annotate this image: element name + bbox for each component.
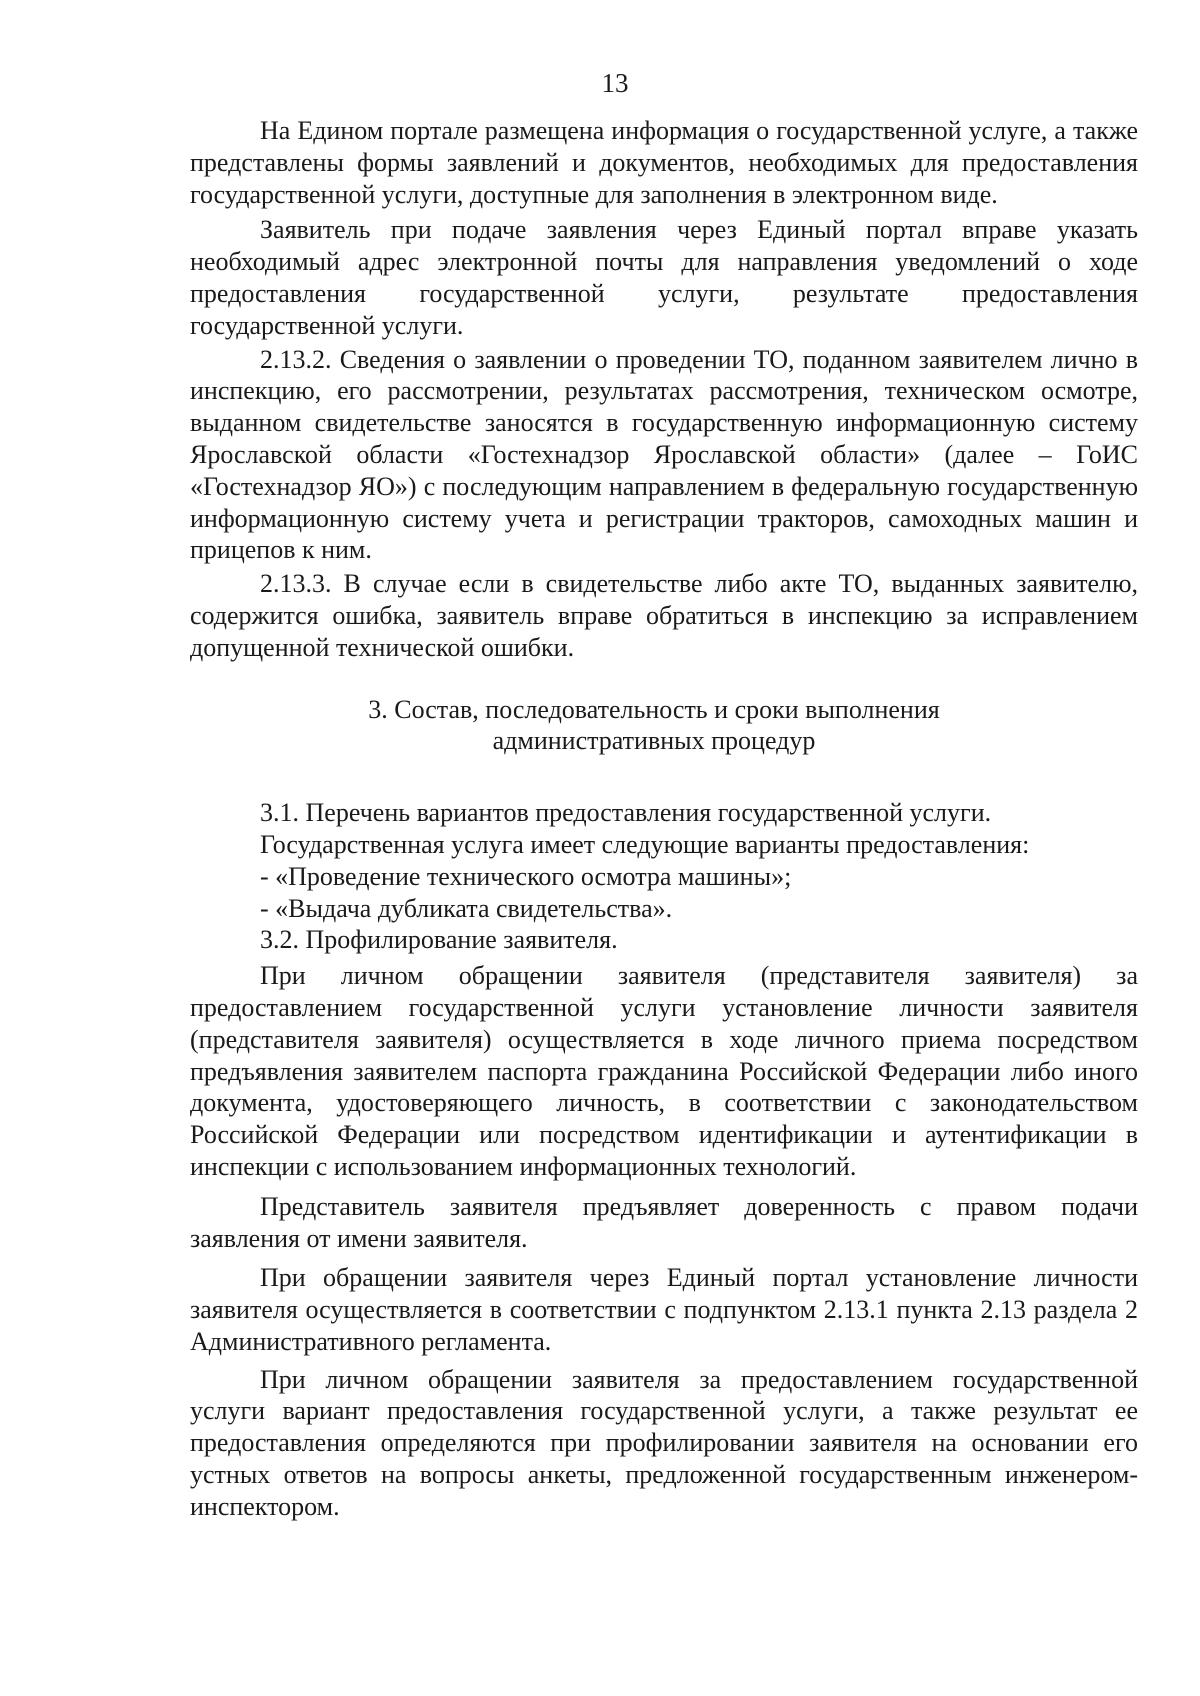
paragraph: При обращении заявителя через Единый портал установление личности заявителя осуществляется в соответствии с подпунктом 2.13.1 пункта 2.13 раздела 2 Административного регламента. — [190, 1263, 1138, 1356]
paragraph: На Едином портале размещена информация о государственной услуге, а также представлены формы заявлений и документов, необходимых для предоставления государственной услуги, доступные для заполнения в электронном виде. — [190, 116, 1138, 209]
document-body — [190, 115, 1138, 1523]
paragraph: 2.13.2. Сведения о заявлении о проведении ТО, поданном заявителем лично в инспекцию, его рассмотрении, результатах рассмотрения, техническом осмотре, выданном свидетельстве заносятся в государственную информационную систему Ярославской области «Гостехнадзор Ярославской области» (далее – ГоИС «Гостехнадзор ЯО») с последующим направлением в федеральную государственную информационную систему учета и регистрации тракторов, самоходных машин и прицепов к ним. — [190, 344, 1138, 565]
paragraph: Государственная услуга имеет следующие варианты предоставления: — [260, 829, 1030, 859]
list-item: - «Проведение технического осмотра машины»; — [260, 861, 792, 891]
section-heading-line: административных процедур — [492, 726, 816, 756]
section-heading-line: 3. Состав, последовательность и сроки выполнения — [368, 694, 940, 724]
paragraph: 3.2. Профилирование заявителя. — [260, 925, 618, 955]
paragraph: Представитель заявителя предъявляет доверенность с правом подачи заявления от имени заявителя. — [190, 1191, 1138, 1253]
paragraph: 2.13.3. В случае если в свидетельстве либо акте ТО, выданных заявителю, содержится ошибка, заявитель вправе обратиться в инспекцию за исправлением допущенной технической ошибки. — [190, 569, 1138, 662]
paragraph: При личном обращении заявителя за предоставлением государственной услуги вариант предоставления государственной услуги, а также результат ее предоставления определяются при профилировании заявителя на основании его устных ответов на вопросы анкеты, предложенной государственным инженером-инспектором. — [190, 1364, 1138, 1521]
paragraph: 3.1. Перечень вариантов предоставления государственной услуги. — [260, 798, 992, 828]
list-item: - «Выдача дубликата свидетельства». — [260, 893, 673, 923]
page-number: 13 — [601, 68, 629, 98]
paragraph: При личном обращении заявителя (представителя заявителя) за предоставлением государственной услуги установление личности заявителя (представителя заявителя) осуществляется в ходе личного приема посредством предъявления заявителем паспорта гражданина Российской Федерации либо иного документа, удостоверяющего личность, в соответствии с законодательством Российской Федерации или посредством идентификации и аутентификации в инспекции с использованием информационных технологий. — [190, 961, 1138, 1181]
section-heading — [190, 694, 1138, 758]
paragraph: Заявитель при подаче заявления через Единый портал вправе указать необходимый адрес электронной почты для направления уведомлений о ходе предоставления государственной услуги, результате предоставления государственной услуги. — [190, 215, 1138, 340]
spacer — [190, 757, 1138, 797]
